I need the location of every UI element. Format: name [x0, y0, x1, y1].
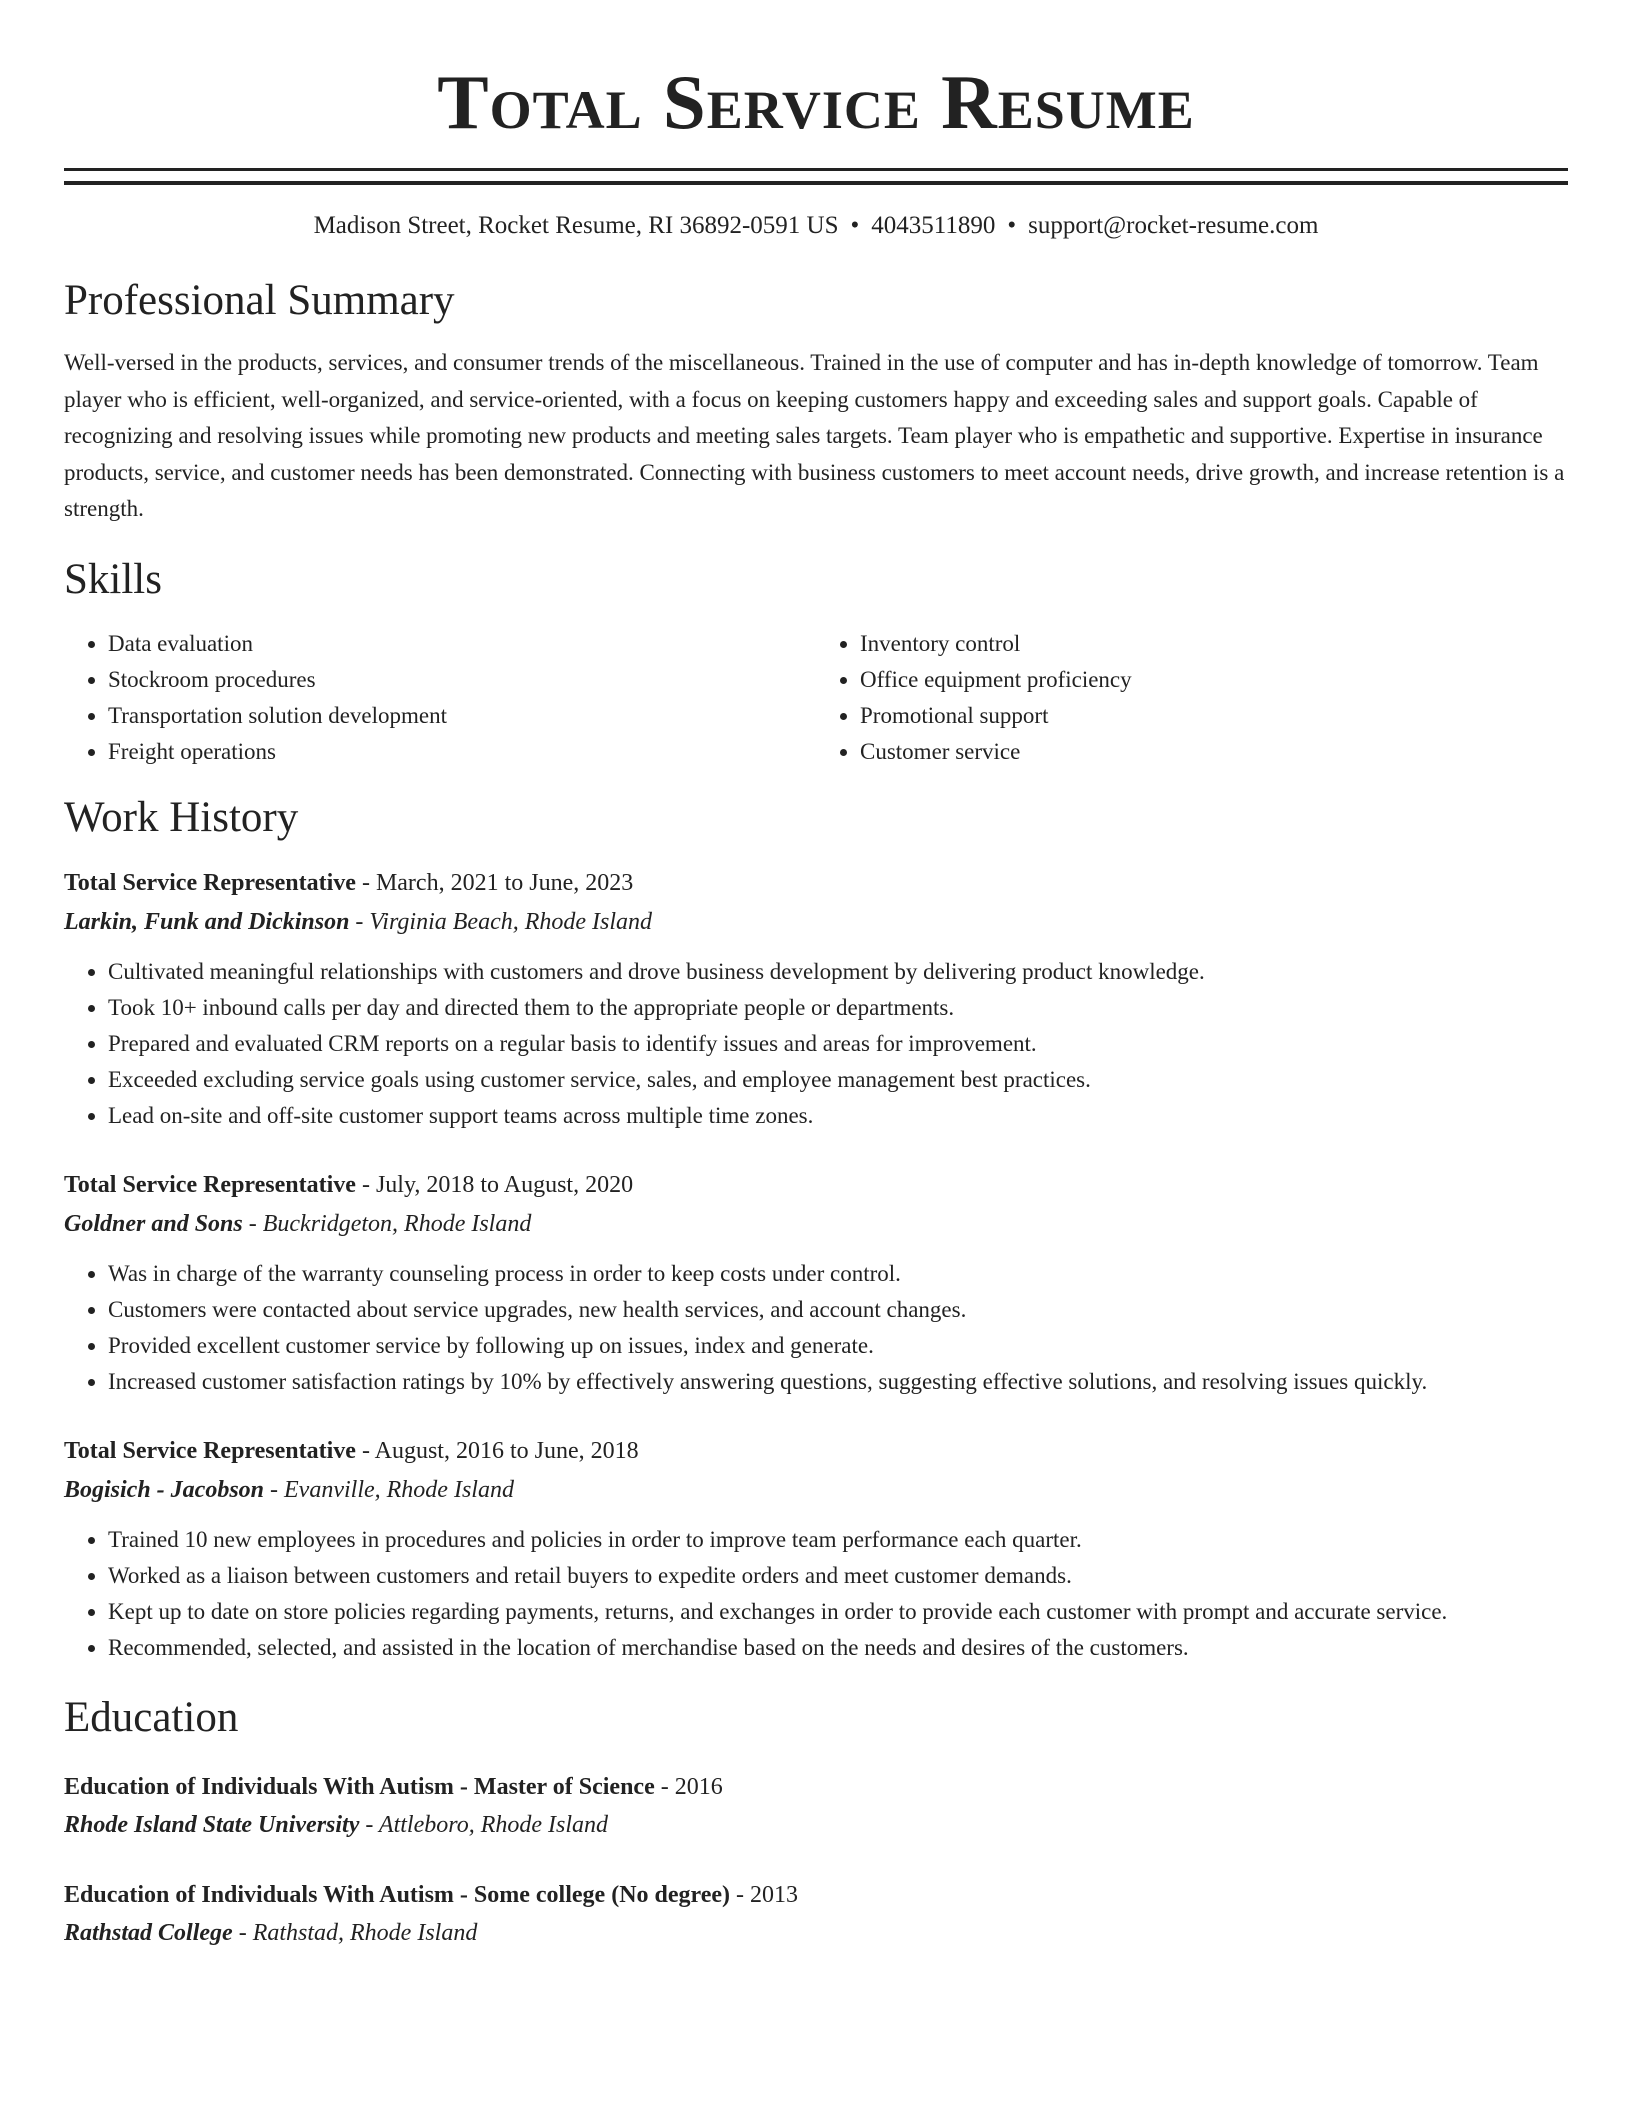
job-bullet: • Kept up to date on store policies regarding payments, returns, and exchanges in order to provide each customer with prompt and accurate service.	[108, 1594, 1568, 1630]
summary-heading: Professional Summary	[64, 277, 455, 324]
education-location: Rathstad, Rhode Island	[252, 1919, 478, 1946]
dash: -	[355, 869, 376, 896]
job-bullet: • Took 10+ inbound calls per day and directed them to the appropriate people or departments.	[108, 990, 1568, 1026]
job-entry	[64, 1166, 1568, 1400]
job-role: Total Service Representative	[64, 869, 356, 896]
contact-line	[64, 209, 1568, 243]
job-bullets	[64, 954, 1568, 1134]
dash: -	[355, 1171, 376, 1198]
skills-list	[64, 626, 1568, 770]
job-bullet: • Recommended, selected, and assisted in the location of merchandise based on the needs and desires of the customers.	[108, 1630, 1568, 1666]
job-bullet: • Worked as a liaison between customers and retail buyers to expedite orders and meet customer demands.	[108, 1558, 1568, 1594]
job-location: Buckridgeton, Rhode Island	[262, 1210, 532, 1237]
dash: -	[730, 1881, 751, 1908]
skill-item: • Data evaluation	[108, 626, 816, 662]
job-bullet: • Cultivated meaningful relationships with customers and drove business development by delivering product knowledge.	[108, 954, 1568, 990]
job-bullets	[64, 1522, 1568, 1666]
dash: -	[654, 1773, 675, 1800]
education-heading: Education	[64, 1693, 239, 1741]
skills-heading: Skills	[64, 555, 162, 603]
job-location: Evanville, Rhode Island	[284, 1476, 514, 1503]
education-degree: Education of Individuals With Autism - Some college (No degree)	[64, 1881, 731, 1908]
dash: -	[355, 1437, 375, 1464]
education-year: 2013	[750, 1881, 799, 1908]
education-title-line	[64, 1876, 1568, 1914]
skill-item: • Inventory control	[860, 626, 1568, 662]
job-role: Total Service Representative	[64, 1171, 356, 1198]
job-bullet: • Increased customer satisfaction ratings by 10% by effectively answering questions, suggesting effective solutions, and resolving issues quickly.	[108, 1364, 1568, 1400]
education-degree: Education of Individuals With Autism - Master of Science	[64, 1773, 655, 1800]
job-title-line	[64, 864, 1568, 902]
contact-phone: 4043511890	[871, 212, 996, 239]
education-entry	[64, 1876, 1568, 1952]
job-entry	[64, 1432, 1568, 1666]
education-year: 2016	[674, 1773, 723, 1800]
skill-item: • Transportation solution development	[108, 698, 816, 734]
job-bullet: • Customers were contacted about service upgrades, new health services, and account changes.	[108, 1292, 1568, 1328]
skill-item: • Promotional support	[860, 698, 1568, 734]
education-school: Rhode Island State University	[64, 1811, 360, 1838]
summary-text: Well-versed in the products, services, and consumer trends of the miscellaneous. Trained in the use of computer and has in-depth knowledge of tomorrow. Team player who is efficient, well-organized, and service-oriented, with a focus on keeping customers happy and exceeding sales and support goals. Capable of recognizing and resolving issues while promoting new products and meeting sales targets. Team player who is empathetic and supportive. Expertise in insurance products, service, and customer needs has been demonstrated. Connecting with business customers to meet account needs, drive growth, and increase retention is a strength.	[64, 350, 1565, 521]
contact-separator: •	[850, 212, 860, 239]
job-company: Goldner and Sons	[64, 1210, 243, 1237]
skills-column-left	[64, 626, 816, 770]
dash: -	[264, 1476, 285, 1503]
work-history-heading: Work History	[64, 793, 299, 841]
dash: -	[349, 908, 370, 935]
skill-item: • Freight operations	[108, 734, 816, 770]
job-entry	[64, 864, 1568, 1134]
company-line	[64, 902, 1568, 942]
dash: -	[242, 1210, 263, 1237]
education-school-line	[64, 1806, 1568, 1844]
job-company: Bogisich - Jacobson	[64, 1476, 265, 1503]
job-bullet: • Was in charge of the warranty counseling process in order to keep costs under control.	[108, 1256, 1568, 1292]
dash: -	[359, 1811, 379, 1838]
education-school-line	[64, 1914, 1568, 1952]
job-bullet: • Prepared and evaluated CRM reports on a regular basis to identify issues and areas for improvement.	[108, 1026, 1568, 1062]
job-title-line	[64, 1166, 1568, 1204]
skills-column-right	[816, 626, 1568, 770]
skill-item: • Stockroom procedures	[108, 662, 816, 698]
job-bullet: • Lead on-site and off-site customer support teams across multiple time zones.	[108, 1098, 1568, 1134]
job-title-line	[64, 1432, 1568, 1470]
job-dates: March, 2021 to June, 2023	[375, 869, 634, 896]
job-company: Larkin, Funk and Dickinson	[64, 908, 350, 935]
skill-item: • Customer service	[860, 734, 1568, 770]
education-location: Attleboro, Rhode Island	[378, 1811, 608, 1838]
education-title-line	[64, 1768, 1568, 1806]
job-bullet: • Provided excellent customer service by following up on issues, index and generate.	[108, 1328, 1568, 1364]
job-bullets	[64, 1256, 1568, 1400]
contact-address: Madison Street, Rocket Resume, RI 36892-0591 US	[313, 212, 839, 239]
contact-separator: •	[1007, 212, 1017, 239]
job-bullet: • Exceeded excluding service goals using customer service, sales, and employee management best practices.	[108, 1062, 1568, 1098]
title-divider	[64, 168, 1568, 185]
education-school: Rathstad College	[64, 1919, 233, 1946]
company-line	[64, 1204, 1568, 1244]
job-location: Virginia Beach, Rhode Island	[369, 908, 653, 935]
contact-email: support@rocket-resume.com	[1028, 212, 1319, 239]
dash: -	[232, 1919, 253, 1946]
skill-item: • Office equipment proficiency	[860, 662, 1568, 698]
job-bullet: • Trained 10 new employees in procedures and policies in order to improve team performance each quarter.	[108, 1522, 1568, 1558]
education-entry	[64, 1768, 1568, 1844]
job-role: Total Service Representative	[64, 1437, 356, 1464]
job-dates: August, 2016 to June, 2018	[374, 1437, 639, 1464]
job-dates: July, 2018 to August, 2020	[375, 1171, 634, 1198]
company-line	[64, 1470, 1568, 1510]
resume-title: Total Service Resume	[437, 59, 1195, 145]
